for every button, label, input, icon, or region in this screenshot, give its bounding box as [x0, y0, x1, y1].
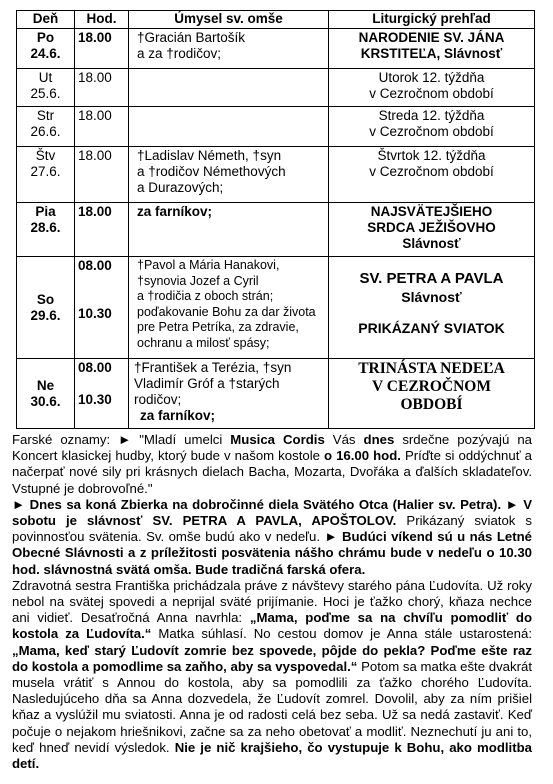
table-row — [17, 203, 535, 257]
header-hour: Hod. — [75, 11, 129, 29]
story-paragraph: Zdravotná sestra Františka prichádzala práve z návštevy starého pána Ľudovíta. Už roky nebol na svätej spovedi a neprijal sväté prijímanie. Hoci je ťažko chorý, kňaza nechce ani vidieť. Desaťročná Anna navrhla: „Mama, poďme sa na chvíľu pomodliť do kostola za Ľudovíta.“ Matka súhlasí. No cestou domov je Anna stále ustarostená: „Mama, keď starý Ľudovít zomrie bez spovede, pôjde do pekla? Poďme ešte raz do kostola a pomodlime sa zaňho, aby sa vyspovedal.“ Potom sa matka ešte dvakrát musela vrátiť s Annou do kostola, aby sa pomodlili za ťažko chorého Ľudovíta. Nasledujúceho dňa sa Anna dozvedela, že Ľudovít zomrel. Dovolil, aby za ním prišiel kňaz a vyslúžil mu sviatosti. Anna je od radosti celá bez seba. Už sa nedá zastaviť. Keď počuje o nejakom hriešnikovi, začne sa za neho obetovať a modliť. Neznechutí ju ani to, keď hneď nevidí výsledok. Nie je nič krajšieho, čo vystupuje k Bohu, ako modlitba detí. — [12, 577, 533, 772]
table-row — [17, 257, 535, 359]
intention-cell: †Gracián Bartošík a za †rodičov; — [129, 29, 329, 69]
liturgy-cell: Štvrtok 12. týždňa v Cezročnom období — [329, 147, 535, 203]
time-cell: 18.00 — [75, 69, 129, 107]
day-cell: So 29.6. — [17, 257, 75, 359]
parish-announcements — [12, 432, 532, 772]
table-row — [17, 359, 535, 429]
intention-cell: †Pavol a Mária Hanakovi, †synovia Jozef a Cyril a †rodičia z oboch strán; poďakovanie Bohu za dar života pre Petra Petríka, za zdravie, ochranu a milosť spásy; — [129, 257, 329, 359]
table-row — [17, 107, 535, 147]
intention-cell: za farníkov; — [129, 203, 329, 257]
liturgy-cell: NARODENIE SV. JÁNA KRSTITEĽA, Slávnosť — [329, 29, 535, 69]
day-cell: Štv 27.6. — [17, 147, 75, 203]
day-cell: Str 26.6. — [17, 107, 75, 147]
time-cell: 18.00 — [75, 29, 129, 69]
table-row — [17, 69, 535, 107]
time-cell: 18.00 — [75, 147, 129, 203]
time-cell: 08.00 10.30 — [75, 257, 129, 359]
liturgy-cell: Streda 12. týždňa v Cezročnom období — [329, 107, 535, 147]
header-intention: Úmysel sv. omše — [129, 11, 329, 29]
table-row — [17, 147, 535, 203]
intention-cell: †František a Terézia, †syn Vladimír Gróf a †starých rodičov; za farníkov; — [129, 359, 329, 429]
announcement-events: ► Dnes sa koná Zbierka na dobročinné diela Svätého Otca (Halier sv. Petra). ► V sobotu je slávnosť SV. PETRA A PAVLA, APOŠTOLOV. Prikázaný sviatok s povinnosťou svätenia. Sv. omše budú ako v nedeľu. ► Budúci víkend sú u nás Letné Obecné Slávnosti a z príležitosti posvätenia nášho chrámu bude v nedeľu o 10.30 hod. slávnostná svätá omša. Bude tradičná farská ofera. — [12, 496, 533, 577]
liturgy-cell: NAJSVÄTEJŠIEHO SRDCA JEŽIŠOVHO Slávnosť — [329, 203, 535, 257]
schedule-table — [16, 10, 535, 429]
intention-cell — [129, 107, 329, 147]
liturgy-cell: Utorok 12. týždňa v Cezročnom období — [329, 69, 535, 107]
time-cell: 08.00 10.30 — [75, 359, 129, 429]
liturgy-cell: TRINÁSTA NEDEĽA V CEZROČNOM OBDOBÍ — [329, 359, 535, 429]
intention-cell — [129, 69, 329, 107]
table-row — [17, 29, 535, 69]
header-day: Deň — [17, 11, 75, 29]
announcement-concert: Farské oznamy: ► "Mladí umelci Musica Cordis Vás dnes srdečne pozývajú na Koncert klasickej hudby, ktorý bude v našom kostole o 16.00 hod. Príďte si oddýchnuť a načerpať nové sily pri krásnych dielach Bacha, Mozarta, Dvořáka a ďalších skladateľov. Vstupné je dobrovoľné." — [12, 432, 532, 496]
header-liturgy: Liturgický prehľad — [329, 11, 535, 29]
day-cell: Po 24.6. — [17, 29, 75, 69]
time-cell: 18.00 — [75, 107, 129, 147]
table-header-row — [17, 11, 535, 29]
time-cell: 18.00 — [75, 203, 129, 257]
liturgy-cell: SV. PETRA A PAVLA Slávnosť PRIKÁZANÝ SVIATOK — [329, 257, 535, 359]
day-cell: Ut 25.6. — [17, 69, 75, 107]
intention-cell: †Ladislav Németh, †syn a †rodičov Némethových a Durazových; — [129, 147, 329, 203]
day-cell: Ne 30.6. — [17, 359, 75, 429]
day-cell: Pia 28.6. — [17, 203, 75, 257]
